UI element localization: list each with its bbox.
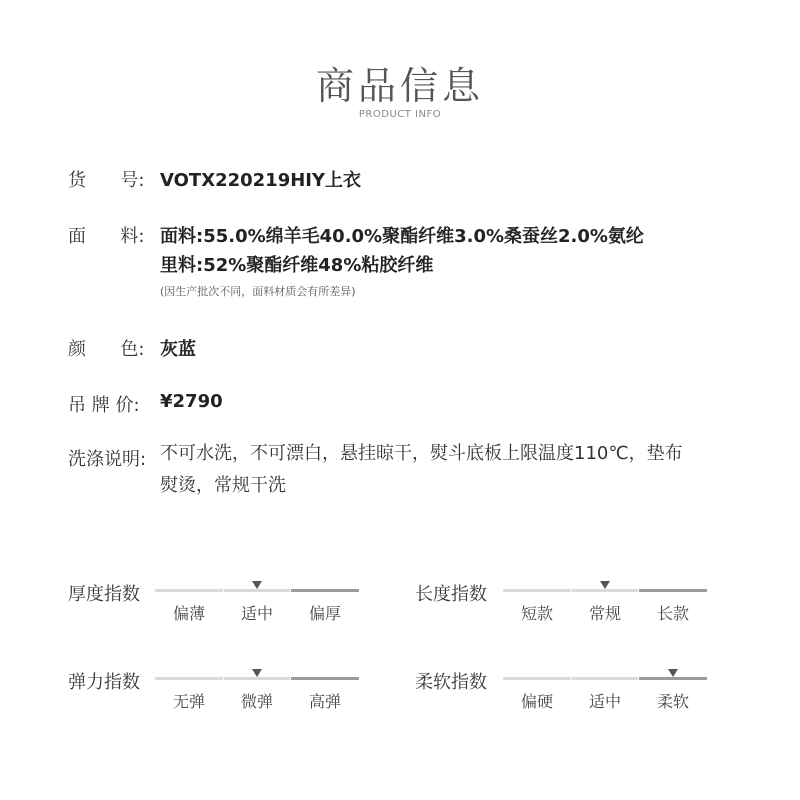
elasticity-option: 无弹 [172,692,205,711]
price-label: 吊 牌 价: [68,395,140,416]
page-title: 商品信息 [315,64,484,108]
softness-bar-segment [503,677,571,680]
length-bar-segment [572,589,638,592]
thickness-bar-segment [291,589,359,592]
thickness-indicator [252,581,262,589]
thickness-bar-segment [224,589,290,592]
length-bar-segment [639,589,707,592]
thickness-option: 适中 [240,604,273,623]
softness-option: 偏硬 [520,692,553,711]
length-option: 短款 [520,604,553,623]
elasticity-bar-segment [224,677,290,680]
care-label: 洗涤说明: [68,449,147,470]
softness-indicator [668,669,678,677]
elasticity-option: 高弹 [308,692,341,711]
softness-option: 适中 [588,692,621,711]
length-indicator [600,581,610,589]
thickness-bar-segment [155,589,223,592]
thickness-index-label: 厚度指数 [68,584,140,605]
fabric-label: 面 料: [68,226,145,247]
fabric-note: (因生产批次不同，面料材质会有所差异) [160,285,356,298]
softness-bar-segment [639,677,707,680]
elasticity-index-label: 弹力指数 [68,672,140,693]
length-option: 常规 [588,604,621,623]
care-line-2: 熨烫，常规干洗 [160,475,286,496]
length-bar-segment [503,589,571,592]
color-label: 颜 色: [68,339,145,360]
elasticity-option: 微弹 [240,692,273,711]
length-option: 长款 [656,604,689,623]
fabric-line-outer: 面料:55.0%绵羊毛40.0%聚酯纤维3.0%桑蚕丝2.0%氨纶 [160,226,644,247]
length-index-label: 长度指数 [415,584,487,605]
item-number-value: VOTX220219HIY上衣 [160,170,362,191]
item-number-label: 货 号: [68,170,145,191]
fabric-line-lining: 里料:52%聚酯纤维48%粘胶纤维 [160,255,434,276]
softness-bar-segment [572,677,638,680]
care-line-1: 不可水洗，不可漂白，悬挂晾干，熨斗底板上限温度110℃，垫布 [160,443,683,464]
thickness-option: 偏薄 [172,604,205,623]
price-value: ¥2790 [160,391,223,412]
elasticity-bar-segment [155,677,223,680]
softness-index-label: 柔软指数 [415,672,487,693]
thickness-option: 偏厚 [308,604,341,623]
softness-option: 柔软 [656,692,689,711]
elasticity-bar-segment [291,677,359,680]
page-subtitle: PRODUCT INFO [358,109,442,120]
color-value: 灰蓝 [160,339,196,360]
elasticity-indicator [252,669,262,677]
